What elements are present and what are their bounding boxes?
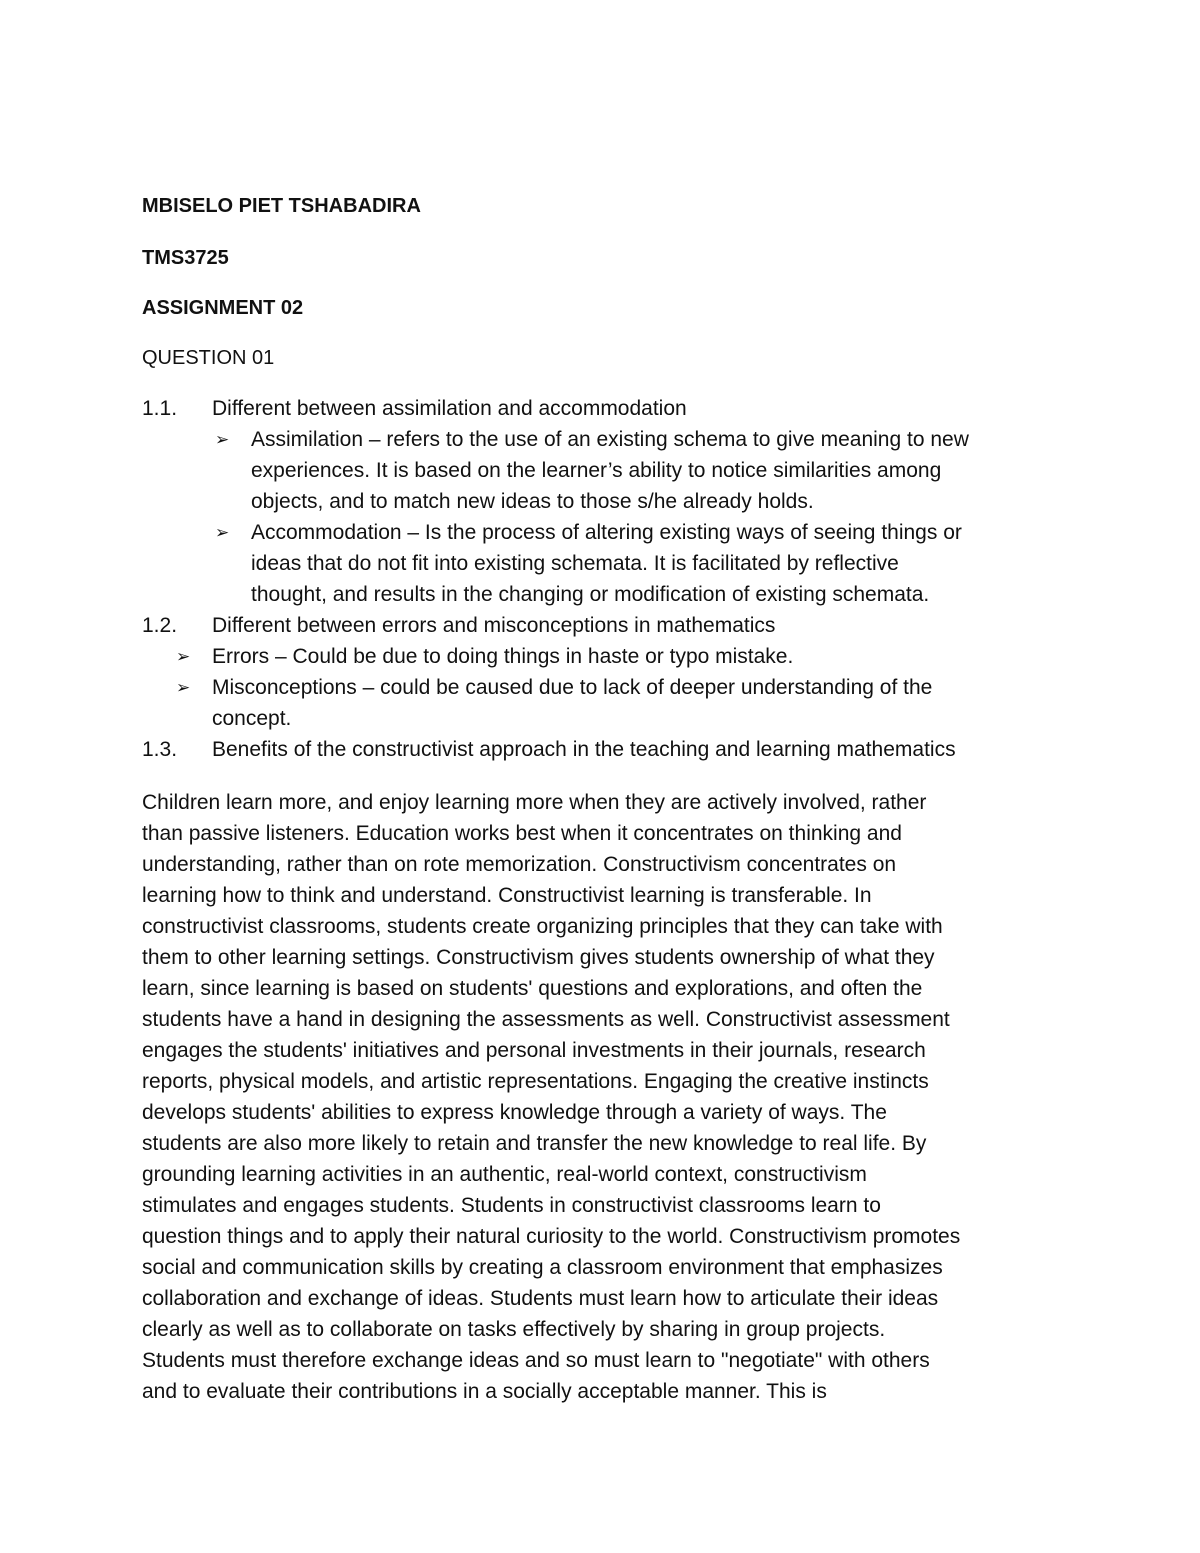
- bullet-line: Errors – Could be due to doing things in haste or typo mistake.: [212, 645, 794, 668]
- body-paragraph: [142, 787, 1062, 1407]
- bullet-arrow-icon: ➢: [176, 678, 191, 697]
- bullet-text: [212, 641, 793, 672]
- bullet-line: Misconceptions – could be caused due to lack of deeper understanding of the: [212, 676, 933, 699]
- bullet-line: experiences. It is based on the learner’s ability to notice similarities among: [251, 459, 942, 482]
- bullet-line: ideas that do not fit into existing schemata. It is facilitated by reflective: [251, 552, 899, 575]
- student-name: MBISELO PIET TSHABADIRA: [142, 195, 421, 217]
- bullet-text: [212, 672, 932, 734]
- bullet-line: thought, and results in the changing or modification of existing schemata.: [251, 583, 930, 606]
- section-number: 1.2.: [142, 614, 178, 637]
- bullet-line: objects, and to match new ideas to those s/he already holds.: [251, 490, 814, 513]
- paragraph-line: stimulates and engages students. Students in constructivist classrooms learn to: [142, 1194, 881, 1217]
- paragraph-line: learn, since learning is based on students' questions and explorations, and often the: [142, 977, 923, 1000]
- section-number: 1.3.: [142, 738, 178, 761]
- paragraph-line: understanding, rather than on rote memorization. Constructivism concentrates on: [142, 853, 897, 876]
- paragraph-line: clearly as well as to collaborate on tasks effectively by sharing in group projects.: [142, 1318, 886, 1341]
- module-code: TMS3725: [142, 247, 229, 269]
- paragraph-line: develops students' abilities to express knowledge through a variety of ways. The: [142, 1101, 887, 1124]
- section-heading: Benefits of the constructivist approach in the teaching and learning mathematics: [212, 738, 956, 761]
- bullet-line: Accommodation – Is the process of altering existing ways of seeing things or: [251, 521, 962, 544]
- bullet-line: Assimilation – refers to the use of an existing schema to give meaning to new: [251, 428, 969, 451]
- paragraph-line: students have a hand in designing the assessments as well. Constructivist assessment: [142, 1008, 950, 1031]
- paragraph-line: Children learn more, and enjoy learning more when they are actively involved, rather: [142, 791, 927, 814]
- paragraph-line: grounding learning activities in an authentic, real-world context, constructivism: [142, 1163, 867, 1186]
- section-number: 1.1.: [142, 397, 178, 420]
- section-heading: Different between errors and misconceptions in mathematics: [212, 614, 776, 637]
- bullet-arrow-icon: ➢: [176, 647, 191, 666]
- paragraph-line: engages the students' initiatives and personal investments in their journals, research: [142, 1039, 926, 1062]
- bullet-line: concept.: [212, 707, 292, 730]
- paragraph-line: them to other learning settings. Constructivism gives students ownership of what they: [142, 946, 935, 969]
- paragraph-line: learning how to think and understand. Constructivist learning is transferable. In: [142, 884, 872, 907]
- paragraph-line: question things and to apply their natural curiosity to the world. Constructivism promotes: [142, 1225, 961, 1248]
- paragraph-line: social and communication skills by creating a classroom environment that emphasizes: [142, 1256, 943, 1279]
- bullet-arrow-icon: ➢: [215, 430, 230, 449]
- paragraph-line: than passive listeners. Education works best when it concentrates on thinking and: [142, 822, 902, 845]
- question-title: QUESTION 01: [142, 347, 275, 369]
- paragraph-line: collaboration and exchange of ideas. Students must learn how to articulate their ideas: [142, 1287, 939, 1310]
- paragraph-line: students are also more likely to retain and transfer the new knowledge to real life. By: [142, 1132, 927, 1155]
- paragraph-line: Students must therefore exchange ideas and so must learn to "negotiate" with others: [142, 1349, 930, 1372]
- bullet-arrow-icon: ➢: [215, 523, 230, 542]
- paragraph-line: and to evaluate their contributions in a socially acceptable manner. This is: [142, 1380, 827, 1403]
- bullet-text: [251, 517, 962, 610]
- assignment-title: ASSIGNMENT 02: [142, 297, 304, 319]
- paragraph-line: reports, physical models, and artistic representations. Engaging the creative instincts: [142, 1070, 929, 1093]
- paragraph-line: constructivist classrooms, students create organizing principles that they can take with: [142, 915, 943, 938]
- section-heading: Different between assimilation and accommodation: [212, 397, 687, 420]
- bullet-text: [251, 424, 969, 517]
